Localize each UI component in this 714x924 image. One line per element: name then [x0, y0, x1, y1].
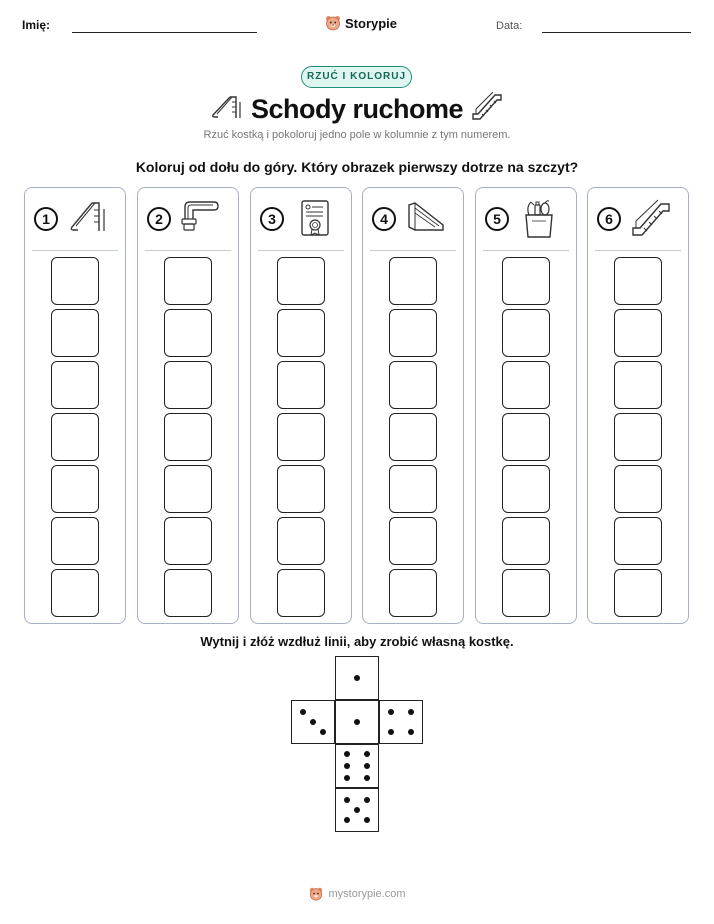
- die-pip: [344, 817, 350, 823]
- color-cell[interactable]: [277, 465, 325, 513]
- color-cell[interactable]: [51, 257, 99, 305]
- column-header: [251, 188, 351, 250]
- certificate-icon: [293, 199, 335, 239]
- column-divider: [32, 250, 118, 251]
- name-label: Imię:: [22, 18, 51, 32]
- title-block: [0, 92, 714, 128]
- color-cell[interactable]: [164, 517, 212, 565]
- column-3: [250, 187, 352, 624]
- subtitle: Rzuć kostką i pokoloruj jedno pole w kolumnie z tym numerem.: [203, 129, 511, 141]
- color-cell[interactable]: [51, 517, 99, 565]
- color-cell[interactable]: [277, 309, 325, 357]
- die-face-bottom: [335, 788, 379, 832]
- column-header: [138, 188, 238, 250]
- die-pip: [300, 709, 306, 715]
- color-cell[interactable]: [502, 465, 550, 513]
- color-cell[interactable]: [502, 517, 550, 565]
- footer-url: mystorypie.com: [328, 888, 406, 900]
- die-pip: [364, 817, 370, 823]
- die-face-top: [335, 656, 379, 700]
- column-number: 5: [485, 207, 509, 231]
- column-header: [25, 188, 125, 250]
- color-cell[interactable]: [277, 413, 325, 461]
- bear-icon: [308, 886, 324, 902]
- color-cell[interactable]: [502, 569, 550, 617]
- footer: [0, 886, 714, 902]
- escalator-icon: [630, 199, 672, 239]
- column-number: 3: [260, 207, 284, 231]
- color-cell[interactable]: [51, 361, 99, 409]
- color-cell[interactable]: [614, 361, 662, 409]
- date-line: [542, 32, 691, 33]
- color-cell[interactable]: [614, 413, 662, 461]
- color-cell[interactable]: [277, 361, 325, 409]
- column-divider: [595, 250, 681, 251]
- escalator-icon: [470, 92, 504, 122]
- die-pip: [364, 751, 370, 757]
- die-pip: [364, 763, 370, 769]
- brand-logo: [324, 14, 397, 32]
- handrail-icon: [180, 199, 222, 235]
- die-pip: [408, 709, 414, 715]
- color-cell[interactable]: [502, 309, 550, 357]
- color-cell[interactable]: [614, 257, 662, 305]
- color-cell[interactable]: [389, 569, 437, 617]
- die-pip: [344, 775, 350, 781]
- die-pip: [344, 797, 350, 803]
- color-cell[interactable]: [389, 465, 437, 513]
- color-cell[interactable]: [164, 257, 212, 305]
- column-header: [588, 188, 688, 250]
- die-pip: [310, 719, 316, 725]
- die-pip: [408, 729, 414, 735]
- brand-name: Storypie: [345, 15, 398, 31]
- instruction: Koloruj od dołu do góry. Który obrazek pierwszy dotrze na szczyt?: [135, 159, 579, 175]
- die-face-right: [379, 700, 423, 744]
- column-number: 2: [147, 207, 171, 231]
- die-face-lower: [335, 744, 379, 788]
- color-cell[interactable]: [164, 361, 212, 409]
- name-line: [72, 32, 257, 33]
- column-number: 6: [597, 207, 621, 231]
- color-cell[interactable]: [164, 413, 212, 461]
- cut-instruction: Wytnij i złóż wzdłuż linii, aby zrobić własną kostkę.: [200, 634, 514, 649]
- color-cell[interactable]: [614, 569, 662, 617]
- column-5: [475, 187, 577, 624]
- color-cell[interactable]: [389, 413, 437, 461]
- color-cell[interactable]: [389, 517, 437, 565]
- activity-badge: RZUĆ I KOLORUJ: [301, 66, 412, 88]
- die-face-left: [291, 700, 335, 744]
- ramp-icon: [405, 199, 447, 235]
- color-cell[interactable]: [164, 465, 212, 513]
- die-pip: [354, 675, 360, 681]
- color-cell[interactable]: [51, 309, 99, 357]
- die-pip: [388, 729, 394, 735]
- column-header: [476, 188, 576, 250]
- header: [22, 14, 692, 38]
- die-pip: [354, 807, 360, 813]
- color-cell[interactable]: [51, 413, 99, 461]
- die-pip: [354, 719, 360, 725]
- column-4: [362, 187, 464, 624]
- color-cell[interactable]: [502, 361, 550, 409]
- color-cell[interactable]: [164, 569, 212, 617]
- color-cell[interactable]: [277, 517, 325, 565]
- color-cell[interactable]: [51, 465, 99, 513]
- color-cell[interactable]: [614, 465, 662, 513]
- color-cell[interactable]: [389, 309, 437, 357]
- column-divider: [483, 250, 569, 251]
- slide-icon: [67, 199, 109, 235]
- column-divider: [370, 250, 456, 251]
- column-number: 1: [34, 207, 58, 231]
- die-pip: [344, 763, 350, 769]
- color-cell[interactable]: [614, 517, 662, 565]
- color-cell[interactable]: [502, 257, 550, 305]
- color-cell[interactable]: [277, 257, 325, 305]
- page-title: Schody ruchome: [250, 94, 464, 124]
- color-cell[interactable]: [389, 361, 437, 409]
- date-label: Data:: [496, 20, 523, 32]
- column-divider: [145, 250, 231, 251]
- die-pip: [388, 709, 394, 715]
- color-cell[interactable]: [389, 257, 437, 305]
- die-face-center: [335, 700, 379, 744]
- color-cell[interactable]: [614, 309, 662, 357]
- color-cell[interactable]: [277, 569, 325, 617]
- column-header: [363, 188, 463, 250]
- column-divider: [258, 250, 344, 251]
- color-cell[interactable]: [51, 569, 99, 617]
- die-pip: [344, 751, 350, 757]
- color-cell[interactable]: [502, 413, 550, 461]
- column-6: [587, 187, 689, 624]
- column-2: [137, 187, 239, 624]
- bear-icon: [324, 14, 342, 32]
- color-cell[interactable]: [164, 309, 212, 357]
- die-pip: [364, 797, 370, 803]
- die-pip: [320, 729, 326, 735]
- column-number: 4: [372, 207, 396, 231]
- die-pip: [364, 775, 370, 781]
- column-1: [24, 187, 126, 624]
- grocery-bag-icon: [518, 199, 560, 239]
